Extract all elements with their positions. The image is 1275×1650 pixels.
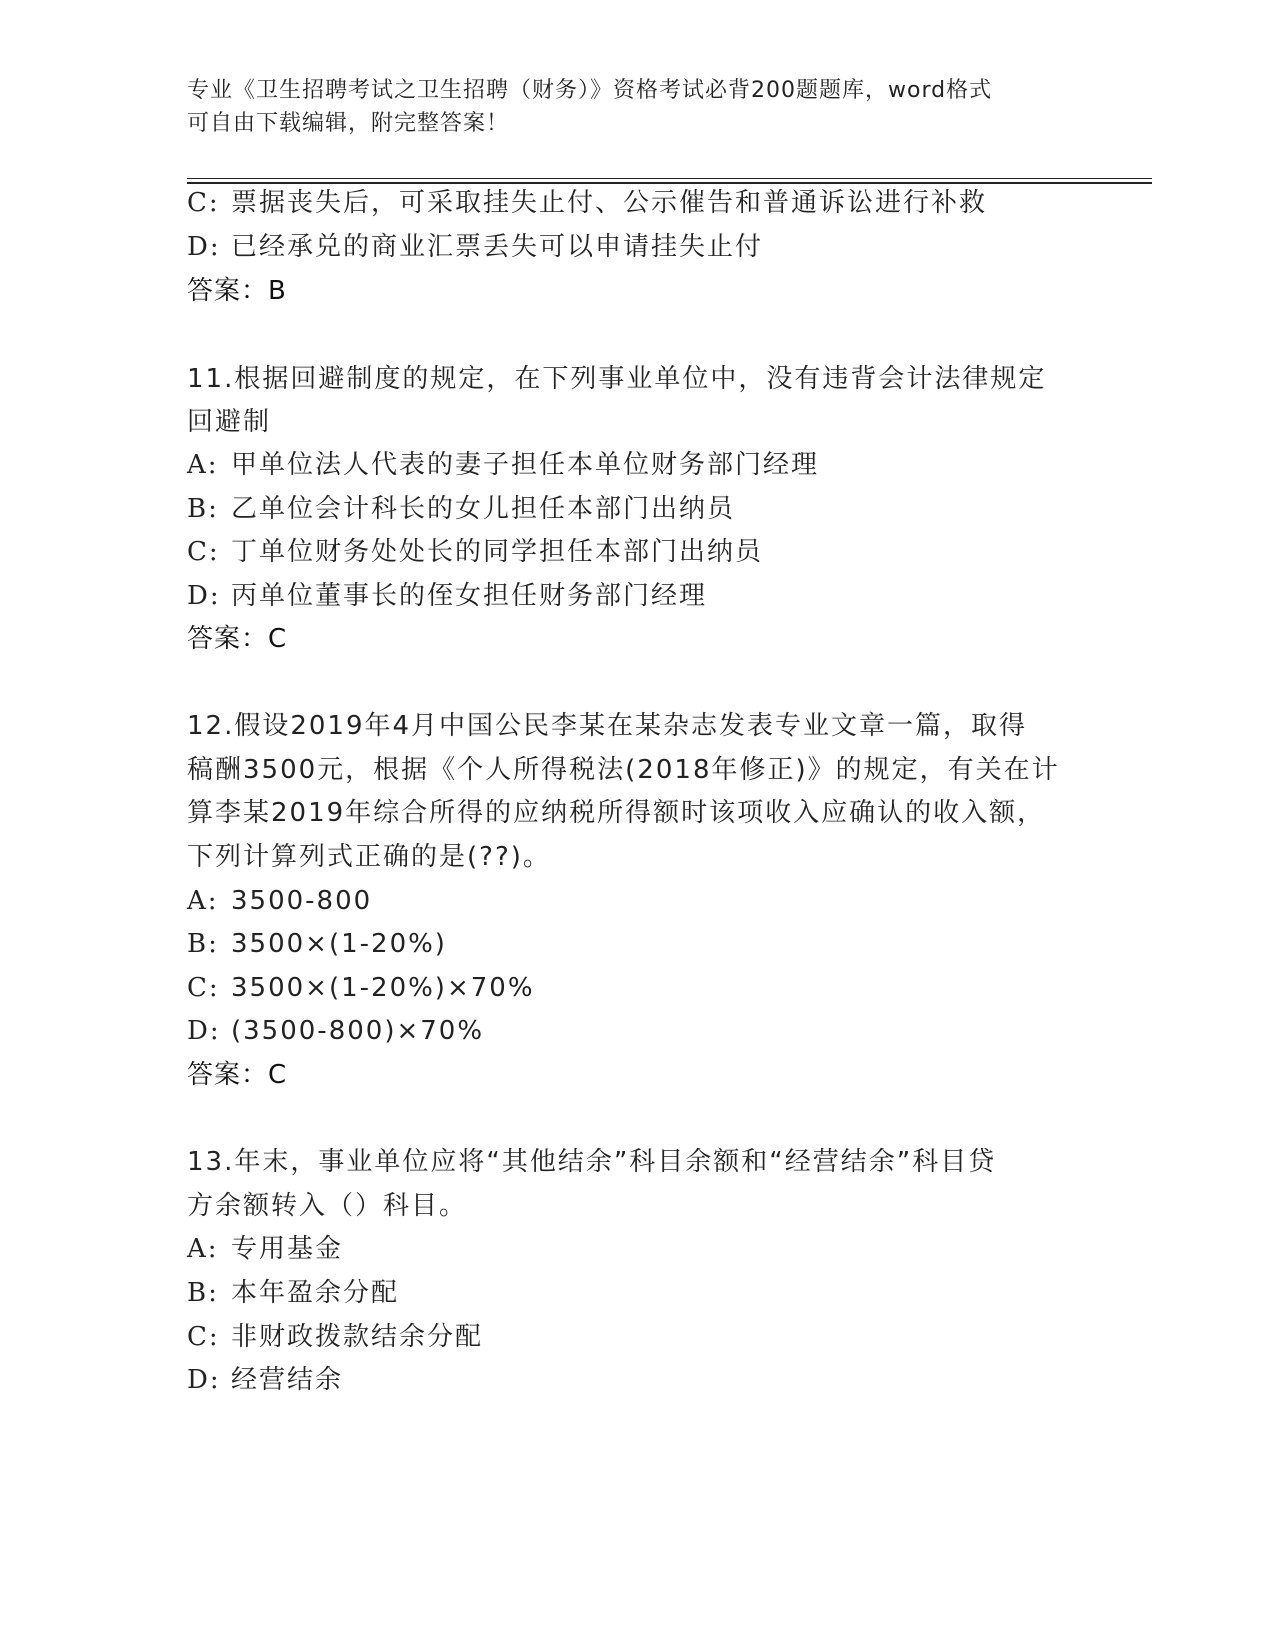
option-label: A:	[187, 450, 219, 480]
option-text: 已经承兑的商业汇票丢失可以申请挂失止付	[231, 232, 764, 262]
q12-stem-line-2: 稿酬3500元，根据《个人所得税法(2018年修正)》的规定，有关在计	[187, 755, 1060, 785]
option-label: B:	[187, 929, 219, 959]
q12-option-a	[187, 884, 372, 918]
q11-option-b	[187, 492, 735, 526]
header-line-1: 专业《卫生招聘考试之卫生招聘（财务）》资格考试必背200题题库，word格式	[187, 78, 993, 103]
q10-option-d	[187, 230, 763, 264]
option-text: 票据丧失后，可采取挂失止付、公示催告和普通诉讼进行补救	[231, 188, 988, 218]
q11-stem-line-1: 11.根据回避制度的规定，在下列事业单位中，没有违背会计法律规定	[187, 364, 1047, 394]
option-label: C:	[187, 537, 220, 567]
option-label: C:	[187, 973, 220, 1003]
option-text: 甲单位法人代表的妻子担任本单位财务部门经理	[231, 450, 820, 480]
q11-answer: 答案：C	[187, 624, 288, 654]
q13-option-a	[187, 1232, 343, 1266]
option-label: D:	[187, 581, 221, 611]
option-label: A:	[187, 1234, 219, 1264]
option-label: C:	[187, 188, 220, 218]
q11-option-a	[187, 448, 819, 482]
q13-option-d	[187, 1363, 343, 1397]
option-text: 经营结余	[231, 1365, 344, 1395]
option-text: 丙单位董事长的侄女担任财务部门经理	[231, 581, 708, 611]
q12-option-b	[187, 927, 447, 961]
option-label: D:	[187, 1016, 221, 1046]
q11-option-c	[187, 535, 763, 569]
q13-stem-line-1: 13.年末，事业单位应将“其他结余”科目余额和“经营结余”科目贷	[187, 1147, 997, 1177]
option-text: 乙单位会计科长的女儿担任本部门出纳员	[231, 494, 736, 524]
option-text: 非财政拨款结余分配	[231, 1322, 484, 1352]
q11-stem-line-2: 回避制	[187, 407, 272, 437]
q12-stem-line-4: 下列计算列式正确的是(??)。	[187, 842, 551, 872]
option-text: 专用基金	[231, 1234, 344, 1264]
q12-option-d	[187, 1014, 484, 1048]
q10-option-c	[187, 186, 987, 220]
q13-option-b	[187, 1276, 399, 1310]
option-label: B:	[187, 494, 219, 524]
option-label: D:	[187, 232, 221, 262]
q12-answer: 答案：C	[187, 1060, 288, 1090]
option-label: A:	[187, 886, 219, 916]
q12-stem-line-3: 算李某2019年综合所得的应纳税所得额时该项收入应确认的收入额，	[187, 798, 1046, 828]
q10-answer: 答案：B	[187, 276, 287, 306]
q12-stem-line-1: 12.假设2019年4月中国公民李某在某杂志发表专业文章一篇，取得	[187, 711, 1028, 741]
option-text: 本年盈余分配	[231, 1278, 400, 1308]
document-header	[187, 74, 1087, 140]
header-divider-thin	[187, 178, 1152, 179]
option-text: (3500-800)×70%	[231, 1016, 485, 1046]
q13-option-c	[187, 1320, 483, 1354]
option-label: B:	[187, 1278, 219, 1308]
q12-option-c	[187, 971, 535, 1005]
option-text: 3500-800	[231, 886, 373, 916]
option-label: D:	[187, 1365, 221, 1395]
header-divider-thick	[187, 182, 1152, 184]
option-text: 丁单位财务处处长的同学担任本部门出纳员	[231, 537, 764, 567]
header-line-2: 可自由下载编辑，附完整答案！	[187, 111, 510, 136]
option-label: C:	[187, 1322, 220, 1352]
q11-option-d	[187, 579, 707, 613]
option-text: 3500×(1-20%)×70%	[231, 973, 535, 1003]
option-text: 3500×(1-20%)	[231, 929, 447, 959]
q13-stem-line-2: 方余额转入（）科目。	[187, 1191, 468, 1221]
